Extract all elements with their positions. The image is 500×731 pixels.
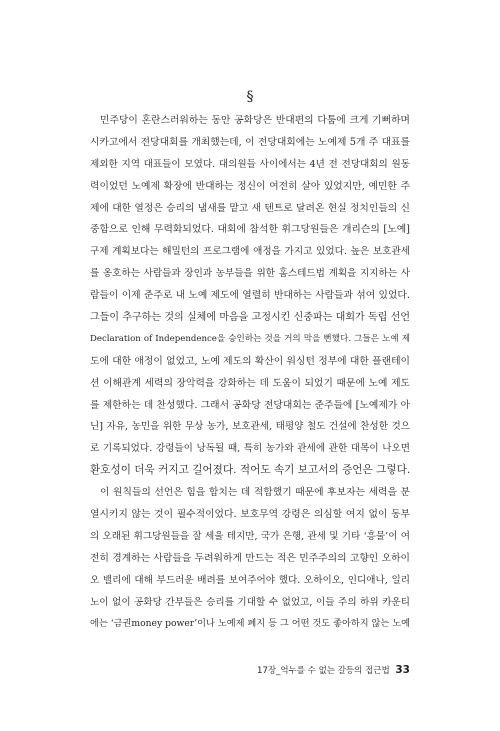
text-line: 람들이 이제 준주로 내 노예 제도에 열렬히 반대하는 사람들과 섞여 있었다.: [90, 290, 410, 302]
text-line: 오 밸리에 대해 부드러운 배려를 보여주어야 했다. 오하이오, 인디애나, 일리: [90, 574, 410, 586]
text-line: 로 기록되었다. 강령들이 낭독될 때, 특히 농가와 관세에 관한 대목이 나오면: [90, 443, 410, 455]
text-line: 를 옹호하는 사람들과 장인과 농부들을 위한 홈스테드법 계획을 지지하는 사: [90, 268, 410, 280]
text-line: 에는 ‘금권money power’이나 노예제 폐지 등 그 어떤 것도 좋아하지 않는 노예: [90, 618, 410, 630]
text-line: 제에 대한 열정은 승리의 냄새를 맡고 새 텐트로 달려온 현실 정치인들의 신: [90, 202, 410, 214]
text-line: 의 오래된 휘그당원들을 잘 세울 테지만, 국가 은행, 관세 및 기타 ‘흥물’이 여: [90, 530, 410, 542]
running-footer: [257, 664, 410, 677]
paragraph: [90, 110, 410, 482]
text-line: 노이 없이 공화당 간부들은 승리를 기대할 수 없었고, 이들 주의 하위 카운티: [90, 596, 410, 608]
paragraph: [90, 482, 410, 635]
text-line: Declaration of Independence을 승인하는 것을 거의 막을 뻔했다. 그들은 노예 제: [90, 333, 410, 344]
text-line: 이 원칙들의 선언은 힘을 합치는 데 적합했기 때문에 후보자는 세력을 분: [100, 487, 410, 499]
text-line: 환호성이 더욱 커지고 길어졌다. 적어도 속기 보고서의 증언은 그렇다.: [90, 464, 411, 477]
text-line: 시카고에서 전당대회를 개최했는데, 이 전당대회에는 노예제 5개 주 대표를: [90, 136, 410, 148]
text-line: 도에 대한 애정이 없었고, 노예 제도의 확산이 워싱턴 정부에 대한 플랜테이: [90, 355, 410, 367]
text-line: 전히 경계하는 사람들을 두려워하게 만드는 적은 민주주의의 고향인 오하이: [90, 552, 410, 564]
chapter-title: 17장_억누를 수 없는 갈등의 접근법: [257, 666, 390, 676]
text-line: 를 제한하는 데 찬성했다. 그래서 공화당 전당대회는 준주들에 [노예제가 아: [90, 399, 410, 411]
text-line: 션 이해관계 세력의 장악력을 강화하는 데 도움이 되었기 때문에 노예 제도: [90, 377, 410, 389]
text-line: 구제 계획보다는 해밀턴의 프로그램에 애정을 가지고 있었다. 높은 보호관세: [90, 246, 410, 258]
text-line: 제외한 지역 대표들이 모였다. 대의원들 사이에서는 4년 전 전당대회의 원동: [90, 158, 410, 170]
text-line: 그들이 추구하는 것의 실체에 마음을 고정시킨 신중파는 대회가 독립 선언: [90, 312, 410, 324]
text-line: 중함으로 인해 무력화되었다. 대회에 참석한 휘그당원들은 개리슨의 [노예]: [90, 224, 410, 236]
text-line: 닌] 자유, 농민을 위한 무상 농가, 보호관세, 태평양 철도 건설에 찬성한 것으: [90, 421, 410, 433]
text-line: 력이었던 노예제 확장에 반대하는 정신이 여전히 살아 있었지만, 예민한 주: [90, 180, 410, 192]
body-text: [90, 110, 410, 635]
text-line: 열시키지 않는 것이 필수적이었다. 보호무역 강령은 의심할 여지 없이 동부: [90, 509, 410, 521]
section-mark: §: [246, 89, 254, 105]
text-line: 민주당이 혼란스러워하는 동안 공화당은 반대편의 다툼에 크게 기뻐하며: [100, 115, 410, 126]
page-number: 33: [395, 664, 410, 676]
